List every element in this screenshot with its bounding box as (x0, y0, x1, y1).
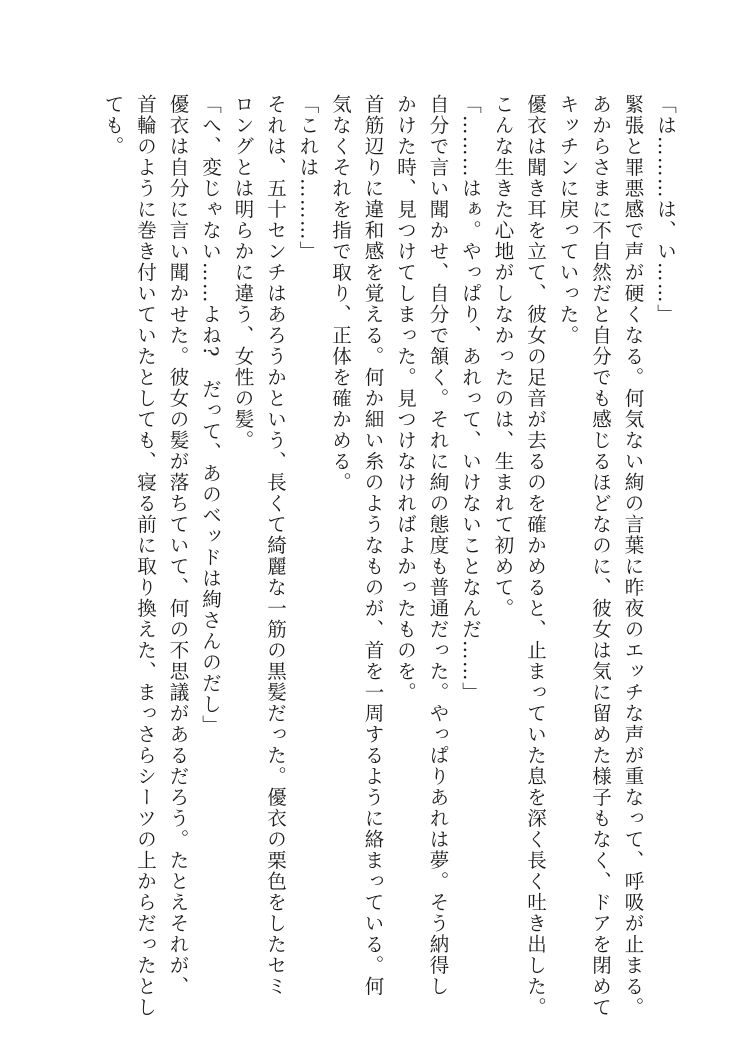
text-column: それは、五十センチはあろうかという、長くて綺麗な一筋の黒髪だった。優衣の栗色をしたセミ (264, 94, 287, 997)
text-column: 自分で言い聞かせ、自分で頷く。それに絢の態度も普通だった。やっぱりあれは夢。そう納得し (426, 94, 450, 997)
vertical-text-body (96, 94, 681, 1018)
text-column: 気なくそれを指で取り、正体を確かめる。 (329, 94, 352, 493)
text-column: ロングとは明らかに違う、女性の髪。 (231, 94, 255, 451)
text-column: 「これは………」 (296, 94, 320, 262)
text-column: ても。 (101, 94, 125, 157)
text-column: あからさまに不自然だと自分でも感じるほどなのに、彼女は気に留めた様子もなく、ドアを閉めて (589, 94, 612, 1018)
text-column: 「へ、変じゃない……よね? だって、あのベッドは絢さんのだし」 (199, 94, 222, 736)
text-column: 「は………は、い……」 (654, 94, 677, 325)
text-column: こんな生きた心地がしなかったのは、生まれて初めて。 (491, 94, 515, 619)
text-column: 緊張と罪悪感で声が硬くなる。何気ない絢の言葉に昨夜のエッチな声が重なって、呼吸が止まる。 (621, 94, 645, 1018)
text-column: 首筋辺りに違和感を覚える。何か細い糸のようなものが、首を一周するように絡まっている。何 (361, 94, 385, 997)
text-column: かけた時、見つけてしまった。見つけなければよかったものを。 (394, 94, 417, 703)
text-column: 優衣は聞き耳を立て、彼女の足音が去るのを確かめると、止まっていた息を深く長く吐き出した。 (524, 94, 547, 1018)
text-column: 首輪のように巻き付いていたとしても、寝る前に取り換えた、まっさらシーツの上からだったとし (134, 94, 157, 1018)
text-column: 優衣は自分に言い聞かせた。彼女の髪が落ちていて、何の不思議があるだろう。たとえそれが、 (166, 94, 190, 997)
text-column: 「………はぁ。やっぱり、あれって、いけないことなんだ……」 (459, 94, 482, 703)
text-column: キッチンに戻っていった。 (556, 94, 580, 346)
